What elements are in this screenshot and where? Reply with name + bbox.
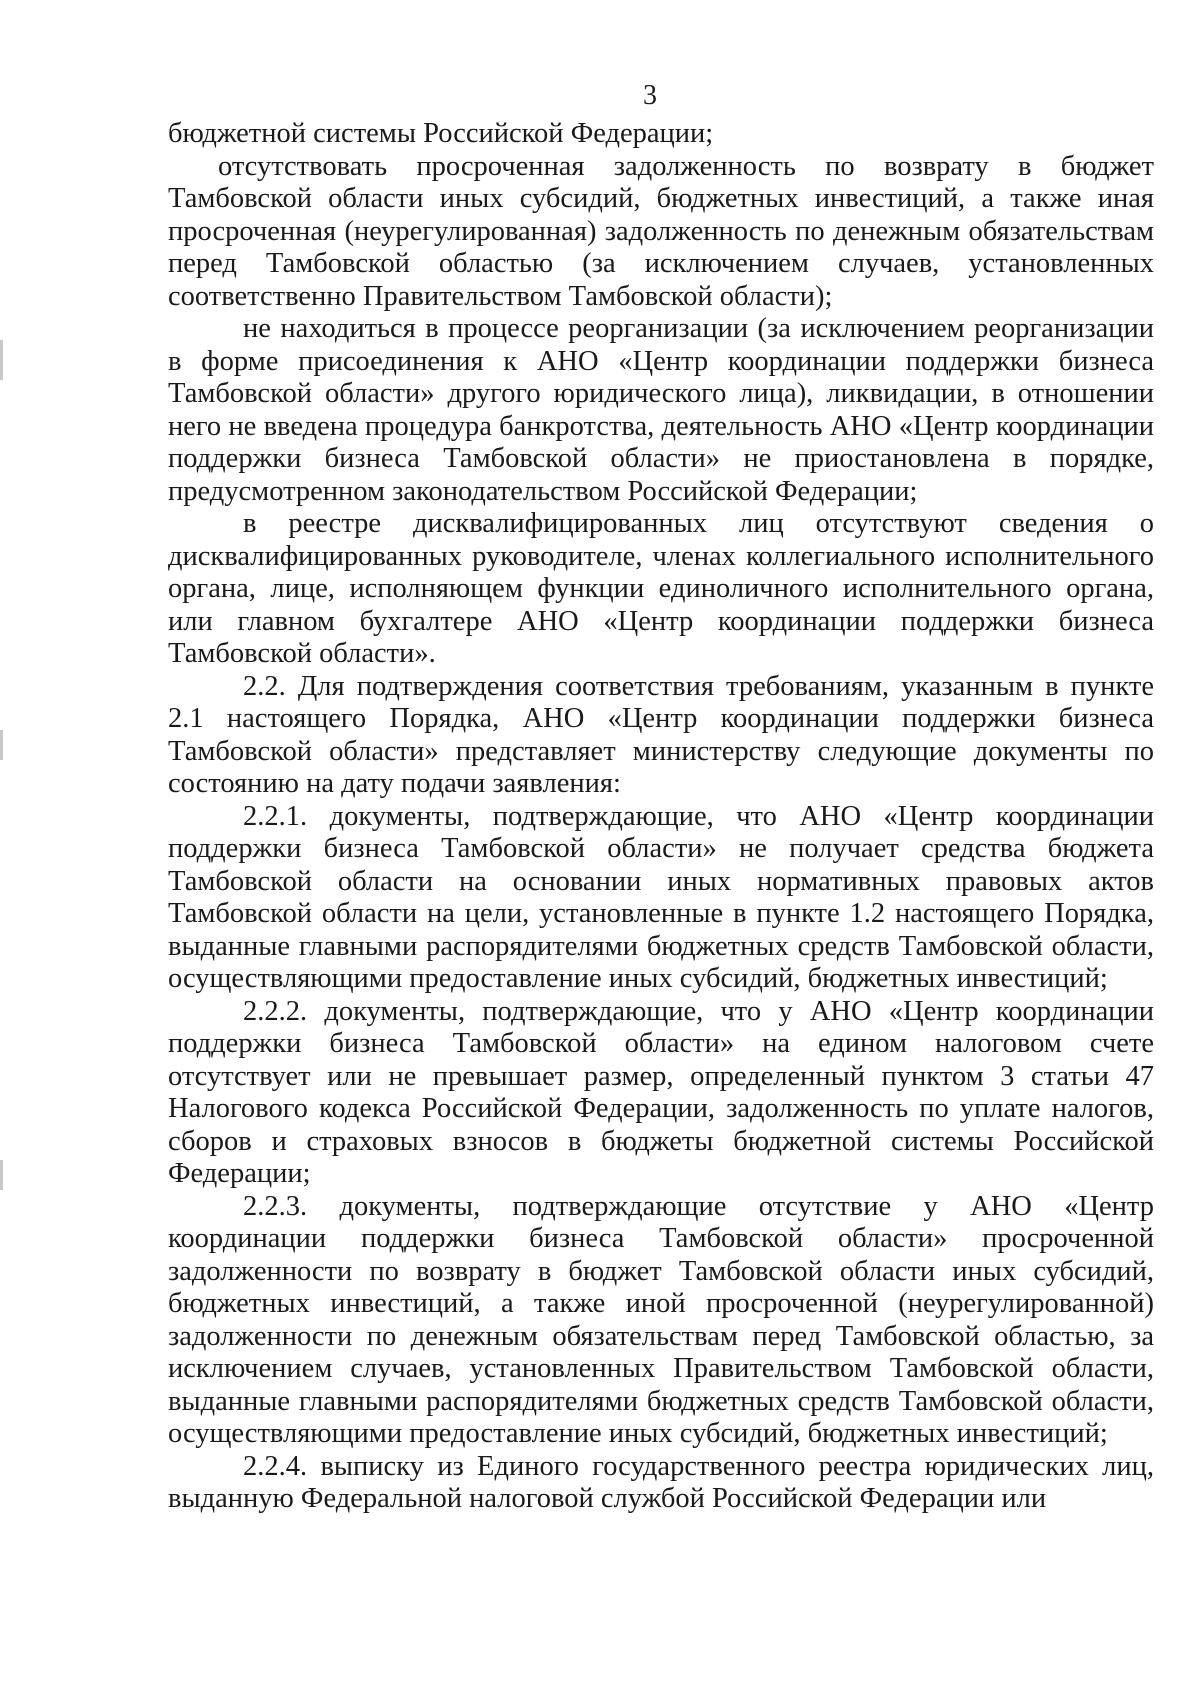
paragraph: бюджетной системы Российской Федерации;: [168, 118, 714, 149]
paragraph: 2.2.4. выписку из Единого государственного реестра юридических лиц, выданную Федеральной налоговой службой Российской Федерации или: [168, 1450, 1154, 1514]
paragraph: не находиться в процессе реорганизации (за исключением реорганизации в форме присоединения к АНО «Центр координации поддержки бизнеса Тамбовской области» другого юридического лица), ликвидации, в отношении него не введена процедура банкротства, деятельность АНО «Центр координации поддержки бизнеса Тамбовской области» не приостановлена в порядке, предусмотренном законодательством Российской Федерации;: [168, 313, 1154, 507]
paragraph: 2.2.1. документы, подтверждающие, что АНО «Центр координации поддержки бизнеса Тамбовской области» не получает средства бюджета Тамбовской области на основании иных нормативных правовых актов Тамбовской области на цели, установленные в пункте 1.2 настоящего Порядка, выданные главными распорядителями бюджетных средств Тамбовской области, осуществляющими предоставление иных субсидий, бюджетных инвестиций;: [168, 800, 1154, 994]
paragraph: в реестре дисквалифицированных лиц отсутствуют сведения о дисквалифицированных руководителе, членах коллегиального исполнительного органа, лице, исполняющем функции единоличного исполнительного органа, или главном бухгалтере АНО «Центр координации поддержки бизнеса Тамбовской области».: [168, 508, 1154, 669]
paragraph: 2.2.3. документы, подтверждающие отсутствие у АНО «Центр координации поддержки бизнеса Тамбовской области» просроченной задолженности по возврату в бюджет Тамбовской области иных субсидий, бюджетных инвестиций, а также иной просроченной (неурегулированной) задолженности по денежным обязательствам перед Тамбовской областью, за исключением случаев, установленных Правительством Тамбовской области, выданные главными распорядителями бюджетных средств Тамбовской области, осуществляющими предоставление иных субсидий, бюджетных инвестиций;: [168, 1190, 1154, 1449]
scan-edge-mark: [0, 340, 3, 380]
paragraph: отсутствовать просроченная задолженность по возврату в бюджет Тамбовской области иных субсидий, бюджетных инвестиций, а также иная просроченная (неурегулированная) задолженность по денежным обязательствам перед Тамбовской областью (за исключением случаев, установленных соответственно Правительством Тамбовской области);: [168, 150, 1154, 312]
scan-edge-mark: [0, 1160, 3, 1190]
scan-edge-mark: [0, 730, 3, 760]
document-body: [168, 118, 1154, 1516]
page-number: 3: [643, 80, 657, 111]
paragraph: 2.2. Для подтверждения соответствия требованиям, указанным в пункте 2.1 настоящего Порядка, АНО «Центр координации поддержки бизнеса Тамбовской области» представляет министерству следующие документы по состоянию на дату подачи заявления:: [168, 670, 1154, 799]
paragraph: 2.2.2. документы, подтверждающие, что у АНО «Центр координации поддержки бизнеса Тамбовской области» на едином налоговом счете отсутствует или не превышает размер, определенный пунктом 3 статьи 47 Налогового кодекса Российской Федерации, задолженность по уплате налогов, сборов и страховых взносов в бюджеты бюджетной системы Российской Федерации;: [168, 995, 1154, 1189]
